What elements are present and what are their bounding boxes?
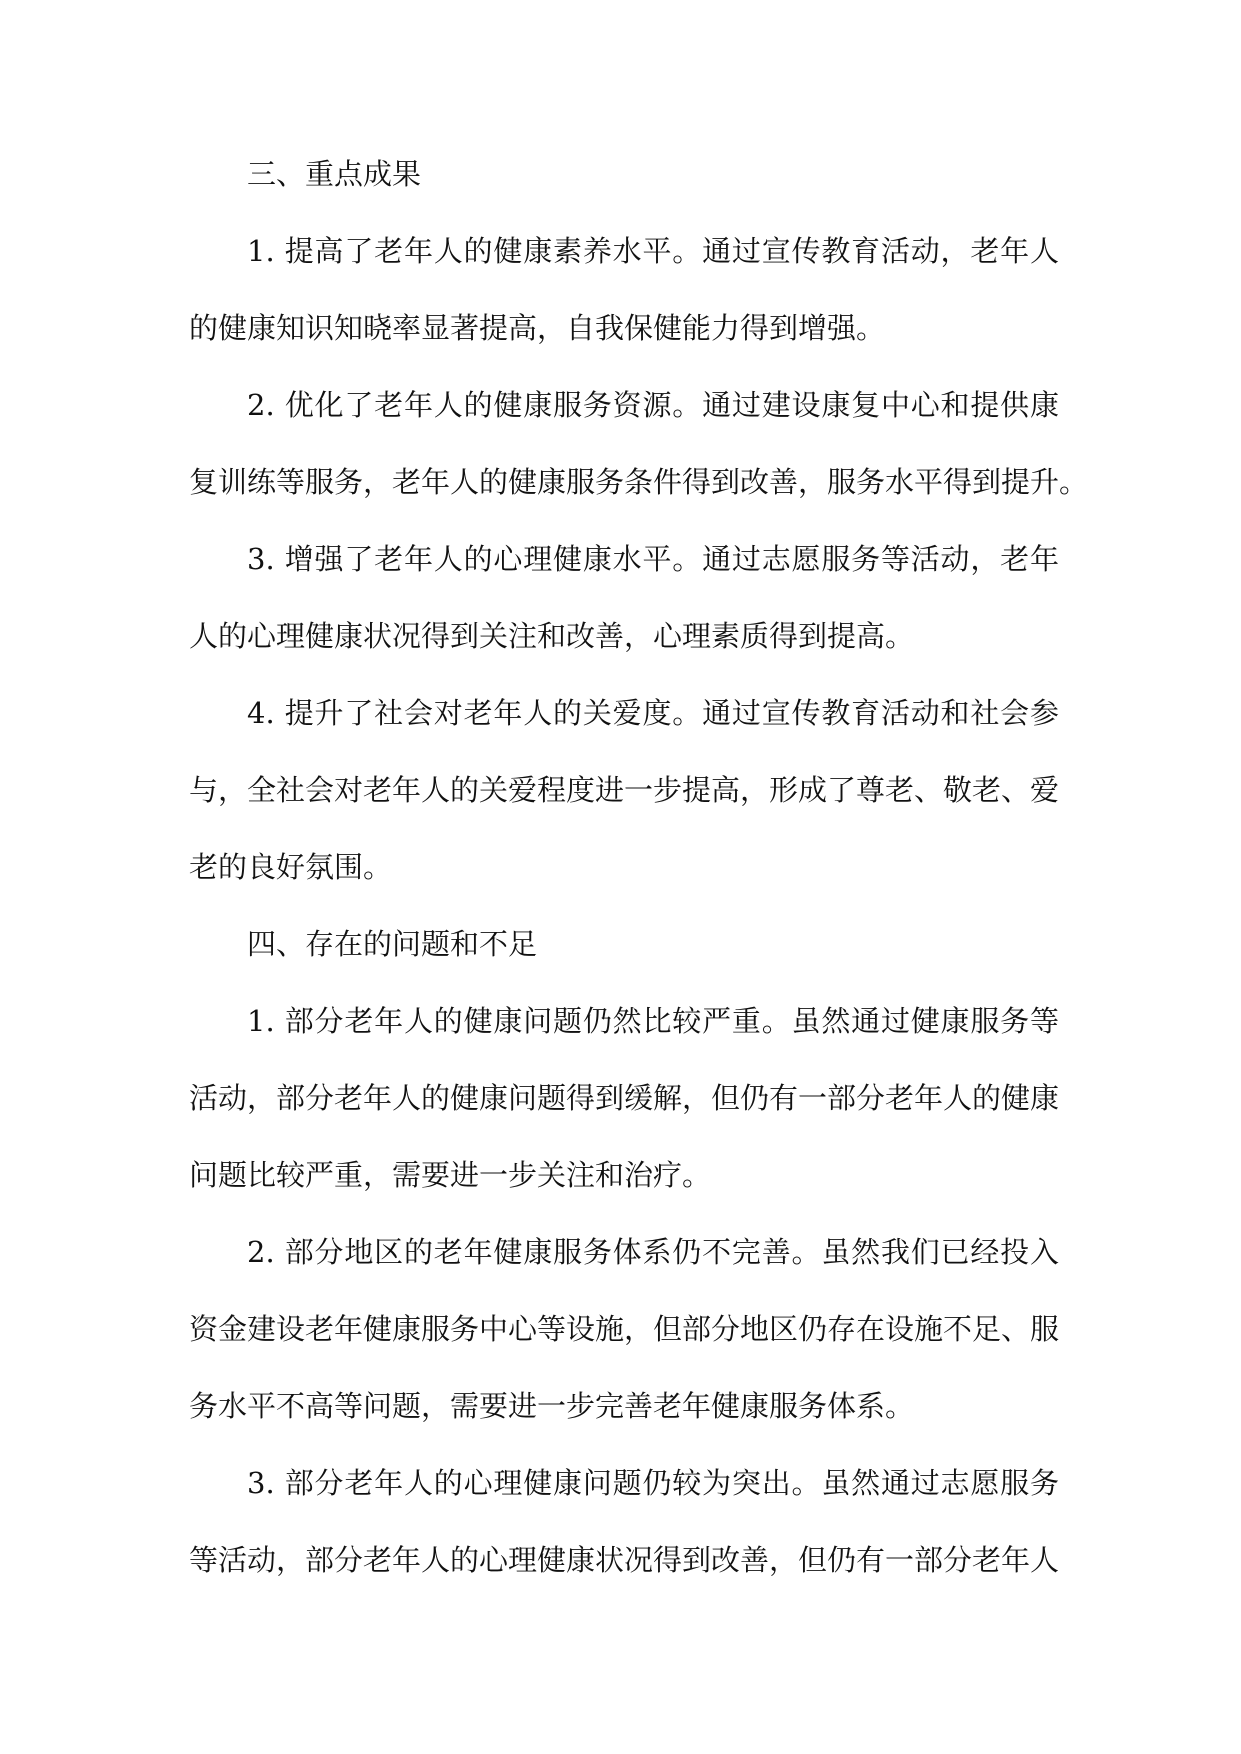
paragraph-line: 与，全社会对老年人的关爱程度进一步提高，形成了尊老、敬老、爱	[189, 773, 1060, 807]
paragraph-line: 资金建设老年健康服务中心等设施，但部分地区仍存在设施不足、服	[189, 1312, 1060, 1346]
section-heading-key-results: 三、重点成果	[247, 157, 422, 191]
paragraph-line: 人的心理健康状况得到关注和改善，心理素质得到提高。	[189, 619, 915, 653]
paragraph-line: 问题比较严重，需要进一步关注和治疗。	[189, 1158, 712, 1192]
paragraph-line: 复训练等服务，老年人的健康服务条件得到改善，服务水平得到提升。	[189, 465, 1089, 499]
paragraph-line: 3. 增强了老年人的心理健康水平。通过志愿服务等活动，老年	[247, 542, 1059, 576]
paragraph-line: 2. 部分地区的老年健康服务体系仍不完善。虽然我们已经投入	[247, 1235, 1059, 1269]
paragraph-line: 1. 提高了老年人的健康素养水平。通过宣传教育活动，老年人	[247, 234, 1059, 268]
section-heading-problems: 四、存在的问题和不足	[247, 927, 538, 961]
paragraph-line: 的健康知识知晓率显著提高，自我保健能力得到增强。	[189, 311, 886, 345]
paragraph-line: 3. 部分老年人的心理健康问题仍较为突出。虽然通过志愿服务	[247, 1466, 1059, 1500]
paragraph-line: 1. 部分老年人的健康问题仍然比较严重。虽然通过健康服务等	[247, 1004, 1059, 1038]
paragraph-line: 4. 提升了社会对老年人的关爱度。通过宣传教育活动和社会参	[247, 696, 1059, 730]
document-body	[189, 146, 1089, 1609]
paragraph-line: 2. 优化了老年人的健康服务资源。通过建设康复中心和提供康	[247, 388, 1059, 422]
paragraph-line: 等活动，部分老年人的心理健康状况得到改善，但仍有一部分老年人	[189, 1543, 1060, 1577]
paragraph-line: 活动，部分老年人的健康问题得到缓解，但仍有一部分老年人的健康	[189, 1081, 1060, 1115]
paragraph-line: 务水平不高等问题，需要进一步完善老年健康服务体系。	[189, 1389, 915, 1423]
paragraph-line: 老的良好氛围。	[189, 850, 393, 884]
